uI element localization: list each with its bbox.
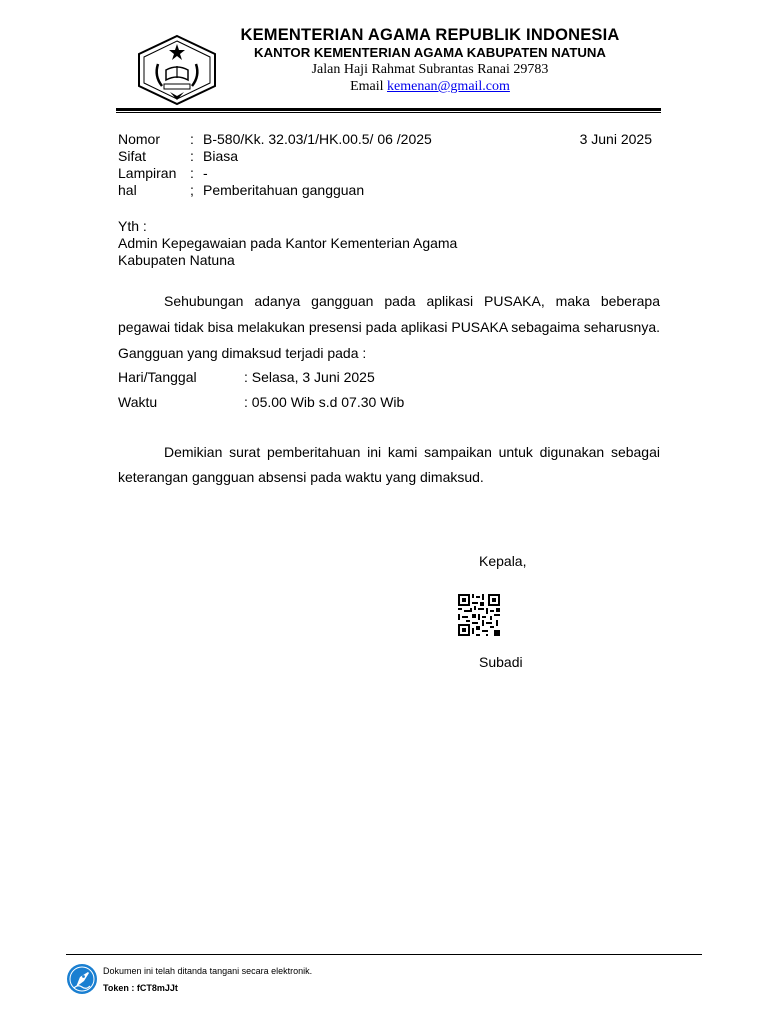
footer-token: Token : fCT8mJJt <box>103 983 178 993</box>
body-paragraph2-line2: keterangan gangguan absensi pada waktu yang dimaksud. <box>118 469 484 485</box>
ministry-emblem-icon <box>136 34 218 106</box>
office-email-line <box>220 79 640 95</box>
hal-separator: ; <box>190 182 194 198</box>
meta-sifat <box>118 148 558 165</box>
hari-label: Hari/Tanggal <box>118 369 197 385</box>
waktu-label: Waktu <box>118 394 158 410</box>
hal-label: hal <box>118 182 137 198</box>
footer-esign-note: Dokumen ini telah ditanda tangani secara elektronik. <box>103 966 313 976</box>
sifat-label: Sifat <box>118 148 147 164</box>
qr-code-icon <box>457 593 501 637</box>
letter-date: 3 Juni 2025 <box>579 131 652 147</box>
recipient-line1: Admin Kepegawaian pada Kantor Kementerian Agama <box>118 235 458 251</box>
e-signature-seal-icon <box>66 963 98 995</box>
body-paragraph1-line2: pegawai tidak bisa melakukan presensi pada aplikasi PUSAKA sebagaima seharusnya. <box>118 319 660 335</box>
waktu-value: : 05.00 Wib s.d 07.30 Wib <box>244 394 405 410</box>
body-paragraph1-line1: Sehubungan adanya gangguan pada aplikasi PUSAKA, maka beberapa <box>164 293 660 309</box>
nomor-value: B-580/Kk. 32.03/1/HK.00.5/ 06 /2025 <box>203 131 432 147</box>
body-paragraph1-line3: Gangguan yang dimaksud terjadi pada : <box>118 345 367 361</box>
ministry-name: KEMENTERIAN AGAMA REPUBLIK INDONESIA <box>240 26 620 44</box>
hari-value: : Selasa, 3 Juni 2025 <box>244 369 375 385</box>
meta-lampiran <box>118 165 558 182</box>
recipient-yth: Yth : <box>118 218 147 234</box>
lampiran-value: - <box>203 165 208 181</box>
recipient-line2: Kabupaten Natuna <box>118 252 235 268</box>
office-address: Jalan Haji Rahmat Subrantas Ranai 29783 <box>311 62 549 77</box>
email-link[interactable]: kemenan@gmail.com <box>387 79 510 94</box>
nomor-label: Nomor <box>118 131 161 147</box>
meta-nomor <box>118 131 558 148</box>
hal-value: Pemberitahuan gangguan <box>203 182 365 198</box>
lampiran-label: Lampiran <box>118 165 177 181</box>
signature-title: Kepala, <box>479 553 527 569</box>
meta-hal <box>118 182 558 199</box>
letterhead-rule-thick <box>116 108 661 111</box>
signatory-name: Subadi <box>479 654 523 670</box>
email-label: Email <box>350 79 387 94</box>
lampiran-separator: : <box>190 165 194 181</box>
office-name: KANTOR KEMENTERIAN AGAMA KABUPATEN NATUNA <box>254 45 606 60</box>
sifat-separator: : <box>190 148 194 164</box>
footer-rule <box>66 954 702 955</box>
nomor-separator: : <box>190 131 194 147</box>
sifat-value: Biasa <box>203 148 239 164</box>
letterhead-rule-thin <box>116 112 661 113</box>
body-paragraph2-line1: Demikian surat pemberitahuan ini kami sampaikan untuk digunakan sebagai <box>164 444 660 460</box>
